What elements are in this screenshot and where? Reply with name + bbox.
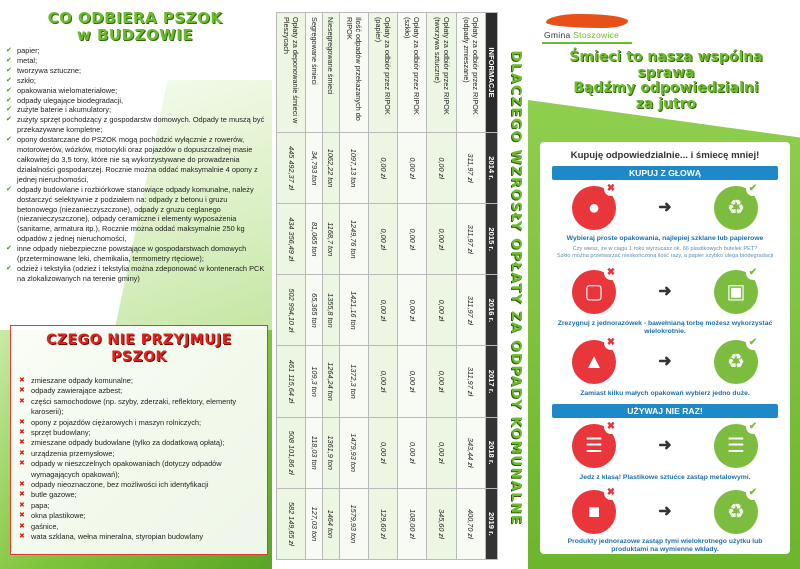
comparison-pair — [552, 421, 778, 470]
tip-text: Zamiast kilku małych opakowań wybierz jedno duże. — [580, 390, 750, 397]
fees-title: DLACZEGO WZROSŁY OPŁATY ZA ODPADY KOMUNALNE — [508, 50, 524, 526]
list-item: ✖ gaśnice, — [19, 522, 264, 532]
table-cell: 1579,93 ton — [339, 488, 368, 559]
comparison-pair — [552, 183, 778, 232]
disposable-products-icon: ■ — [587, 501, 601, 523]
table-cell: 1464 ton — [323, 488, 340, 559]
rejected-title — [11, 332, 267, 366]
table-cell: 461 115,64 zł — [277, 346, 306, 417]
bad-choice-circle — [572, 337, 616, 384]
small-packages-icon: ▲ — [584, 351, 604, 373]
column-header: INFORMACJE — [486, 13, 498, 133]
table-cell: 445 492,37 zł — [277, 133, 306, 204]
list-item: ✖ papa; — [19, 501, 264, 511]
list-item: ✖ części samochodowe (np. szyby, zderzaki, reflektory, elementy karoserii); — [19, 397, 264, 418]
cross-icon: ✖ — [604, 486, 618, 500]
list-item: ✖ okna plastikowe; — [19, 511, 264, 521]
left-panel — [0, 0, 272, 569]
big-package-icon: ♻ — [727, 351, 745, 373]
table-cell: 0,00 zł — [427, 417, 456, 488]
table-cell: 1372,3 ton — [339, 346, 368, 417]
logo-mark-icon — [546, 14, 628, 28]
table-cell: 345,60 zł — [427, 488, 456, 559]
row-label: Opłaty za odbiór przez RIPOK (tworzywa sztuczne) — [427, 13, 456, 133]
slogan-line: za jutro — [635, 95, 697, 112]
table-cell: 109,3 ton — [306, 346, 323, 417]
table-cell: 0,00 zł — [398, 204, 427, 275]
table-cell: 1355,8 ton — [323, 275, 340, 346]
list-item: ✔ metal; — [6, 56, 268, 66]
glass-jar-icon: ♻ — [727, 197, 745, 219]
check-icon: ✔ — [746, 420, 760, 434]
list-item: ✖ sprzęt budowlany; — [19, 428, 264, 438]
list-item: ✖ butle gazowe; — [19, 490, 264, 500]
plastic-cutlery-icon: ☰ — [585, 435, 603, 457]
gmina-logo — [542, 14, 632, 44]
note-text: Szkło można przetwarzać nieskończoną ilość razy, a papier szybko ulega biodegradacji — [556, 253, 774, 259]
slogan-line: Śmieci to nasza wspólna — [569, 49, 763, 65]
list-item: ✔ szkło; — [6, 76, 268, 86]
table-cell: 127,03 ton — [306, 488, 323, 559]
table-cell: 582 149,65 zł — [277, 488, 306, 559]
accepted-title — [10, 10, 260, 44]
comparison-pair — [552, 487, 778, 536]
table-cell: 0,00 zł — [369, 417, 398, 488]
row-label: Segregowane śmieci — [306, 13, 323, 133]
tip-text: Jedz z klasą! Plastikowe sztućce zastąp metalowymi. — [579, 474, 751, 481]
table-cell: 1062,22 ton — [323, 133, 340, 204]
table-cell: 1264,24 ton — [323, 346, 340, 417]
right-panel — [528, 0, 800, 569]
arrow-right-icon: ➜ — [658, 199, 672, 216]
table-row — [323, 13, 340, 560]
list-item: ✖ wata szklana, wełna mineralna, styropian budowlany — [19, 532, 264, 542]
table-cell: 502 994,10 zł — [277, 275, 306, 346]
arrow-right-icon: ➜ — [658, 437, 672, 454]
section-header-buy: KUPUJ Z GŁOWĄ — [552, 166, 778, 180]
logo-text-prefix: Gmina — [544, 30, 574, 40]
table-cell: 311,97 zł — [456, 346, 485, 417]
bad-choice-circle — [572, 183, 616, 230]
table-cell: 108,00 zł — [398, 488, 427, 559]
accepted-list — [6, 46, 268, 284]
list-item: ✔ zużyte baterie i akumulatory; — [6, 105, 268, 115]
reusable-products-icon: ♻ — [727, 501, 745, 523]
table-cell: 81,065 ton — [306, 204, 323, 275]
tip-text: Produkty jednorazowe zastąp tymi wielokrotnego użytku lub produktami na wymienne wkłady. — [567, 538, 763, 554]
list-item: ✔ tworzywa sztuczne; — [6, 66, 268, 76]
good-choice-circle — [714, 337, 758, 384]
table-row — [339, 13, 368, 560]
bad-choice-circle — [572, 421, 616, 468]
table-cell: 0,00 zł — [369, 204, 398, 275]
table-cell: 0,00 zł — [398, 417, 427, 488]
table-cell: 0,00 zł — [369, 133, 398, 204]
table-cell: 343,44 zł — [456, 417, 485, 488]
row-label: Opłaty za odbiór przez RIPOK (papier) — [369, 13, 398, 133]
list-item: ✔ inne odpady niebezpieczne powstające w gospodarstwach domowych (przeterminowane leki, chemikalia, termometry rtęciowe); — [6, 244, 268, 264]
table-cell: 0,00 zł — [398, 133, 427, 204]
check-icon: ✔ — [746, 486, 760, 500]
section-header-reuse: UŻYWAJ NIE RAZ! — [552, 404, 778, 418]
table-row — [427, 13, 456, 560]
tip-text: Wybieraj proste opakowania, najlepiej szklane lub papierowe — [566, 235, 764, 242]
table-cell: 0,00 zł — [427, 275, 456, 346]
table-header-row — [486, 13, 498, 560]
logo-text — [544, 30, 619, 40]
row-label: Opłaty za odbiór przez RIPOK (odpady zmieszane) — [456, 13, 485, 133]
table-cell: 1361,9 ton — [323, 417, 340, 488]
slogan-line: Bądźmy odpowiedzialni — [573, 80, 759, 96]
column-header: 2014 r. — [486, 133, 498, 204]
list-item: ✖ urządzenia przemysłowe; — [19, 449, 264, 459]
list-item: ✔ odpady budowlane i rozbiórkowe stanowiące odpady komunalne, należy dostarczyć selektywnie z podziałem na: odpady z betonu i gruzu betonowego (niezanieczyszczone), odpady z gruzu ceglanego (niezanieczyszczone), odpady ceramiczne i elementy wyposażenia (sanitarne, armatura itp.), Rocznie można oddać maksymalnie 250 kg odpadów z jednej nieruchomości, — [6, 185, 268, 244]
good-choice-circle — [714, 421, 758, 468]
table-cell: 0,00 zł — [427, 346, 456, 417]
list-item: ✖ odpady zawierające azbest; — [19, 386, 264, 396]
list-item: ✔ odpady ulegające biodegradacji, — [6, 96, 268, 106]
metal-cutlery-icon: ☰ — [727, 435, 745, 457]
row-label: Ilość odpadów przekazanych do RIPOK — [339, 13, 368, 133]
row-label: Opłaty za odbiór przez RIPOK (szkło) — [398, 13, 427, 133]
accepted-title-line2: w BUDZOWIE — [76, 26, 194, 44]
rejected-title-line1: CZEGO NIE PRZYJMUJE — [46, 332, 232, 348]
table-cell: 1168,7 ton — [323, 204, 340, 275]
arrow-right-icon: ➜ — [658, 283, 672, 300]
bad-choice-circle — [572, 487, 616, 534]
tips-card — [540, 142, 790, 554]
column-header: 2018 r. — [486, 417, 498, 488]
arrow-right-icon: ➜ — [658, 503, 672, 520]
column-header: 2017 r. — [486, 346, 498, 417]
note-text: Czy wiesz, że w ciągu 1 roku wyrzucasz ok. 66 plastikowych butelek PET? — [572, 246, 758, 252]
column-header: 2019 r. — [486, 488, 498, 559]
table-cell: 311,97 zł — [456, 275, 485, 346]
table-cell: 311,97 zł — [456, 133, 485, 204]
table-cell: 0,00 zł — [369, 346, 398, 417]
list-item: ✖ odpady nieoznaczone, bez możliwości ich identyfikacji — [19, 480, 264, 490]
rejected-card — [10, 325, 268, 555]
good-choice-circle — [714, 487, 758, 534]
row-label: Opłaty za deponowanie śmieci w Pleszycach — [277, 13, 306, 133]
check-icon: ✔ — [746, 182, 760, 196]
table-row — [369, 13, 398, 560]
check-icon: ✔ — [746, 336, 760, 350]
plastic-bag-icon: ▢ — [584, 281, 604, 303]
list-item: ✔ zużyty sprzęt pochodzący z gospodarstw domowych. Odpady te muszą być przekazywane kompletne; — [6, 115, 268, 135]
fees-table — [276, 12, 498, 560]
list-item: ✔ odzież i tekstylia (odzież i tekstylia można zdeponować w kontenerach PCK na zlokalizowanych na terenie gminy) — [6, 264, 268, 284]
bad-choice-circle — [572, 267, 616, 314]
middle-panel — [272, 0, 528, 569]
table-row — [456, 13, 485, 560]
cross-icon: ✖ — [604, 182, 618, 196]
list-item: ✔ papier; — [6, 46, 268, 56]
column-header: 2016 r. — [486, 275, 498, 346]
list-item: ✖ zmieszane odpady komunalne; — [19, 376, 264, 386]
table-cell: 1479,93 ton — [339, 417, 368, 488]
table-cell: 1249,76 ton — [339, 204, 368, 275]
table-cell: 0,00 zł — [369, 275, 398, 346]
cross-icon: ✖ — [604, 420, 618, 434]
tip-text: Zrezygnuj z jednorazówek - bawełnianą torbę możesz wykorzystać wielokrotnie. — [557, 320, 773, 336]
rejected-title-line2: PSZOK — [111, 349, 167, 365]
cotton-bag-icon: ▣ — [726, 281, 746, 303]
table-cell: 311,97 zł — [456, 204, 485, 275]
table-cell: 129,60 zł — [369, 488, 398, 559]
table-cell: 0,00 zł — [398, 275, 427, 346]
table-cell: 1097,13 ton — [339, 133, 368, 204]
list-item: ✖ zmieszane odpady budowlane (tylko za dodatkową opłatą); — [19, 438, 264, 448]
tips-card-title: Kupuję odpowiedzialnie... i śmiecę mniej! — [570, 150, 760, 161]
slogan — [536, 50, 796, 112]
table-cell: 34,793 ton — [306, 133, 323, 204]
list-item: ✖ odpady w nieszczelnych opakowaniach (dotyczy odpadów wymagających opakowań); — [19, 459, 264, 480]
table-row — [277, 13, 306, 560]
check-icon: ✔ — [746, 266, 760, 280]
row-label: Niesegregowane śmieci — [323, 13, 340, 133]
column-header: 2015 r. — [486, 204, 498, 275]
slogan-line: sprawa — [637, 64, 695, 81]
comparison-pair — [552, 267, 778, 316]
good-choice-circle — [714, 183, 758, 230]
table-cell: 65,365 ton — [306, 275, 323, 346]
list-item: ✔ opakowania wielomateriałowe; — [6, 86, 268, 96]
table-cell: 400,70 zł — [456, 488, 485, 559]
table-row — [306, 13, 323, 560]
table-cell: 508 101,86 zł — [277, 417, 306, 488]
list-item: ✖ opony z pojazdów ciężarowych i maszyn rolniczych; — [19, 418, 264, 428]
rejected-list — [19, 376, 264, 543]
table-cell: 1421,16 ton — [339, 275, 368, 346]
comparison-pair — [552, 337, 778, 386]
table-cell: 0,00 zł — [398, 346, 427, 417]
rotated-fee-section — [272, 0, 528, 569]
table-row — [398, 13, 427, 560]
good-choice-circle — [714, 267, 758, 314]
table-cell: 0,00 zł — [427, 133, 456, 204]
list-item: ✔ opony dostarczane do PSZOK mogą pochodzić wyłącznie z rowerów, motorowerów, wózków, motocykli oraz pojazdów o dopuszczalnej masie całkowitej do 3,5 tony, które nie są wykorzystywane do prowadzenia działalności gospodarczej. Rocznie można oddać maksymalnie 4 opony z jednej nieruchomości, — [6, 135, 268, 185]
table-cell: 434 356,49 zł — [277, 204, 306, 275]
logo-text-name: Stoszowice — [573, 30, 620, 40]
cross-icon: ✖ — [604, 266, 618, 280]
table-cell: 0,00 zł — [427, 204, 456, 275]
arrow-right-icon: ➜ — [658, 353, 672, 370]
cross-icon: ✖ — [604, 336, 618, 350]
table-cell: 118,03 ton — [306, 417, 323, 488]
plastic-bottle-icon: ● — [587, 197, 601, 219]
accepted-title-line1: CO ODBIERA PSZOK — [47, 9, 223, 27]
